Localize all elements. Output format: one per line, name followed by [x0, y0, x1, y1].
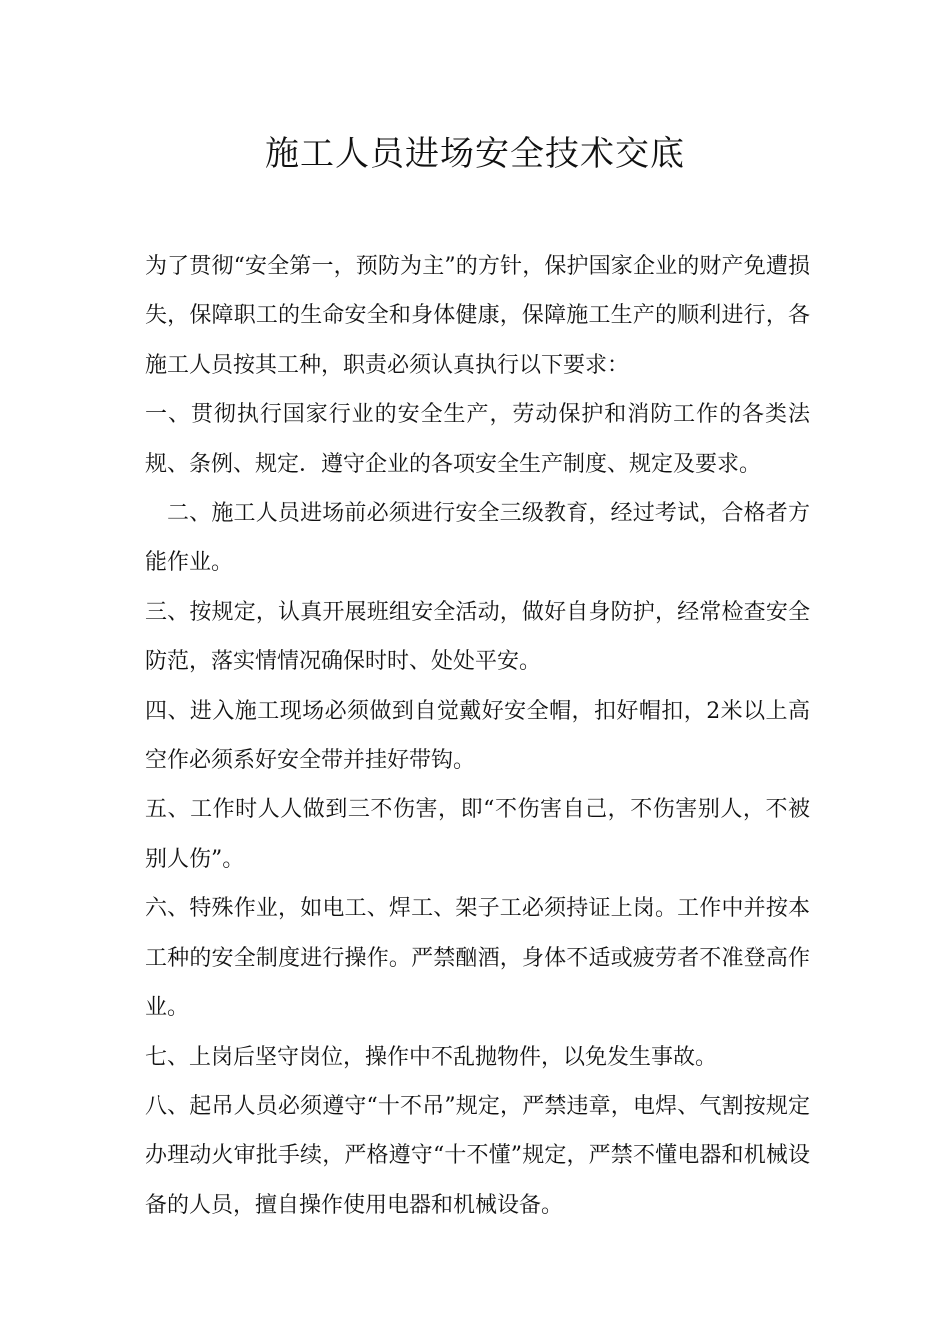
rule-item-4: 四、进入施工现场必须做到自觉戴好安全帽，扣好帽扣，2米以上高空作必须系好安全带并挂好带钩。: [145, 698, 810, 774]
rule-item-3: 三、按规定，认真开展班组安全活动，做好自身防护，经常检查安全防范，落实情情况确保时时、处处平安。: [145, 599, 810, 675]
document-title: 施工人员进场安全技术交底: [265, 134, 685, 174]
rule-item-2: 二、施工人员进场前必须进行安全三级教育，经过考试，合格者方能作业。: [145, 501, 810, 576]
intro-paragraph: 为了贯彻“安全第一，预防为主”的方针，保护国家企业的财产免遭损失，保障职工的生命安全和身体健康，保障施工生产的顺利进行，各施工人员按其工种，职责必须认真执行以下要求：: [145, 254, 810, 378]
rule-item-5: 五、工作时人人做到三不伤害，即“不伤害自己，不伤害别人，不被别人伤”。: [145, 797, 810, 872]
rule-item-6: 六、特殊作业，如电工、焊工、架子工必须持证上岗。工作中并按本工种的安全制度进行操作。严禁酗酒，身体不适或疲劳者不准登高作业。: [145, 896, 810, 1021]
rule-item-1: 一、贯彻执行国家行业的安全生产，劳动保护和消防工作的各类法规、条例、规定．遵守企业的各项安全生产制度、规定及要求。: [145, 402, 810, 477]
rule-item-7: 七、上岗后坚守岗位，操作中不乱抛物件，以免发生事故。: [145, 1044, 718, 1070]
document-body: [145, 242, 810, 1230]
rule-item-8: 八、起吊人员必须遵守“十不吊”规定，严禁违章，电焊、气割按规定办理动火审批手续，严格遵守“十不懂”规定，严禁不懂电器和机械设备的人员，擅自操作使用电器和机械设备。: [145, 1093, 810, 1218]
